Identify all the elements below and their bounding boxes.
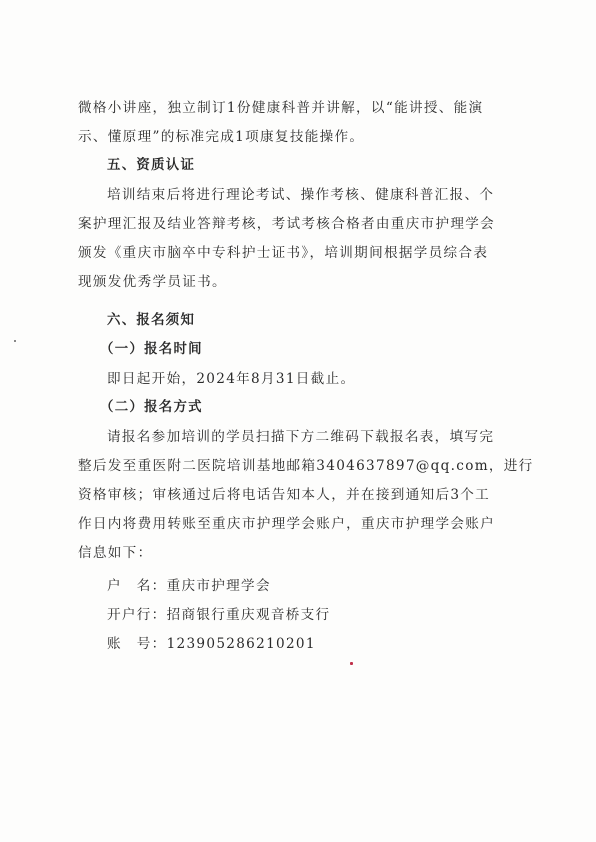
account-name-row [107, 576, 271, 596]
scan-speck [14, 340, 16, 342]
account-name-label: 户 名： [107, 578, 167, 594]
paragraph-line: 微格小讲座，独立制订1份健康科普并讲解，以“能讲授、能演 [78, 100, 484, 116]
paragraph-line: 颁发《重庆市脑卒中专科护士证书》，培训期间根据学员综合表 [78, 245, 489, 261]
paragraph-line: 请报名参加培训的学员扫描下方二维码下载报名表，填写完 [107, 429, 495, 445]
paragraph-line: 作日内将费用转账至重庆市护理学会账户，重庆市护理学会账户 [78, 516, 496, 532]
section-heading-qualification: 五、资质认证 [107, 158, 196, 173]
paragraph-line: 即日起开始，2024年8月31日截止。 [107, 371, 356, 387]
stamp-mark [350, 662, 353, 665]
account-bank-label: 开户行： [107, 607, 167, 623]
paragraph-line: 信息如下： [78, 545, 153, 561]
account-number-label: 账 号： [107, 636, 167, 652]
subsection-heading-time: （一）报名时间 [100, 342, 203, 357]
account-name-value: 重庆市护理学会 [166, 578, 271, 594]
paragraph-line: 案护理汇报及结业答辩考核，考试考核合格者由重庆市护理学会 [78, 216, 496, 232]
account-bank-row [107, 605, 330, 625]
paragraph-line: 示、懂原理”的标准完成1项康复技能操作。 [78, 129, 365, 145]
account-bank-value: 招商银行重庆观音桥支行 [166, 607, 331, 623]
paragraph-line: 培训结束后将进行理论考试、操作考核、健康科普汇报、个 [107, 187, 495, 203]
section-heading-registration: 六、报名须知 [107, 313, 196, 328]
account-number-row [107, 634, 316, 654]
paragraph-line: 整后发至重医附二医院培训基地邮箱3404637897@qq.com，进行 [78, 458, 534, 474]
paragraph-line: 资格审核；审核通过后将电话告知本人，并在接到通知后3个工 [78, 487, 491, 503]
account-number-value: 123905286210201 [166, 636, 316, 652]
subsection-heading-method: （二）报名方式 [100, 400, 203, 415]
paragraph-line: 现颁发优秀学员证书。 [78, 274, 227, 290]
